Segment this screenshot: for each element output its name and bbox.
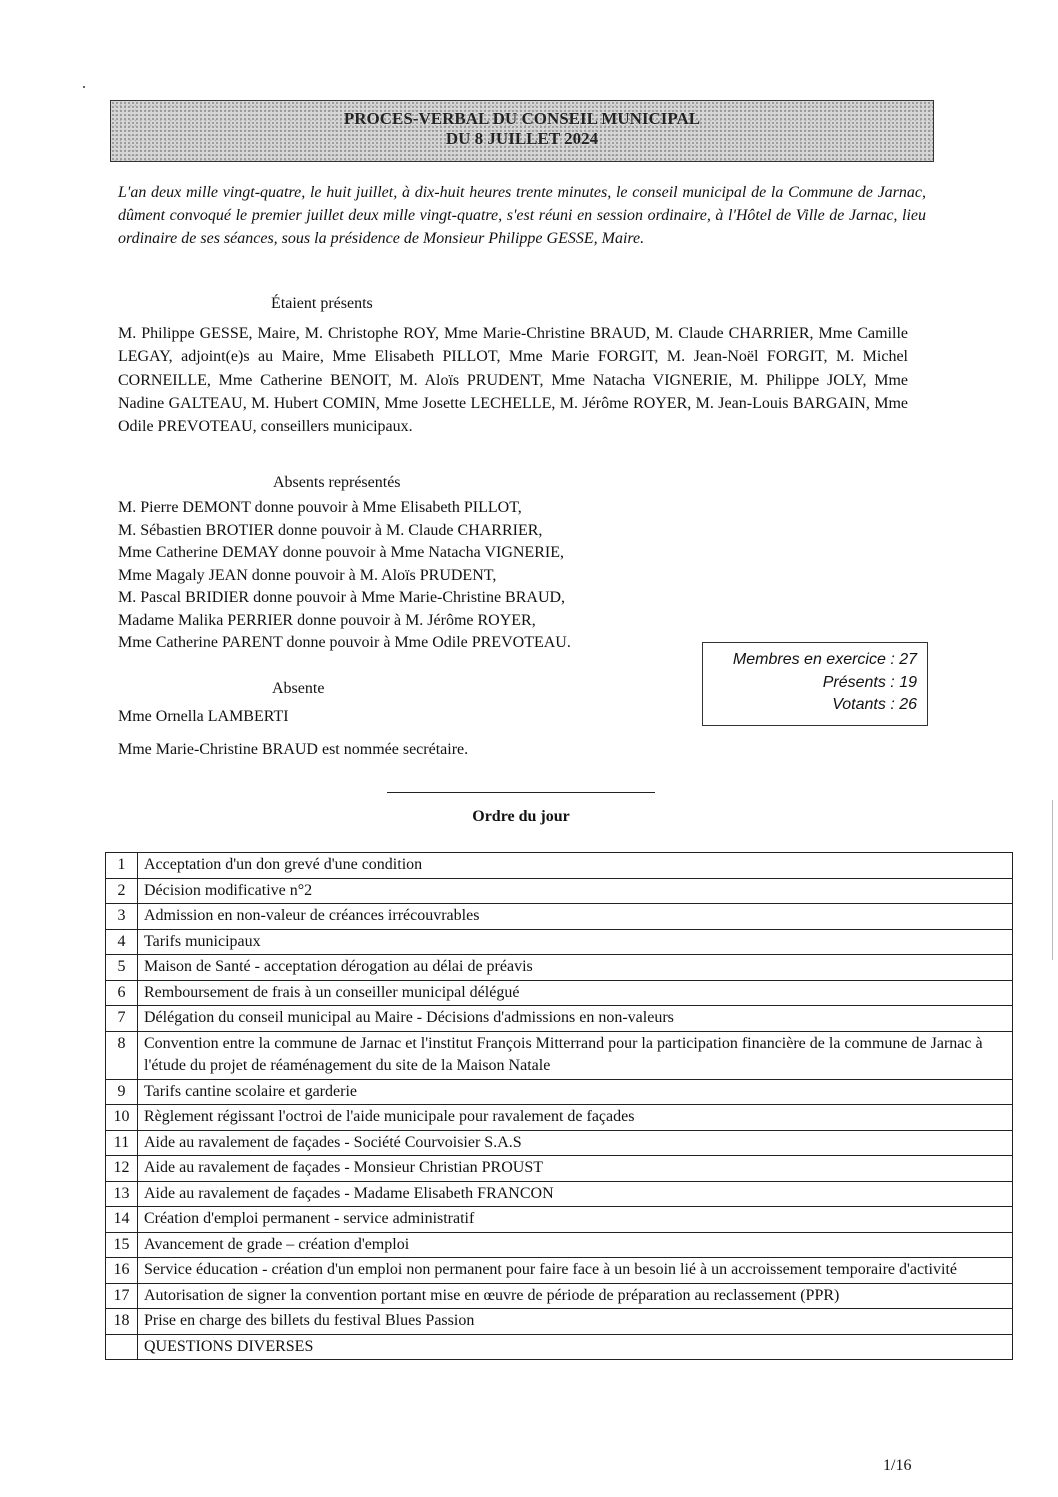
- agenda-item-text: Aide au ravalement de façades - Madame Elisabeth FRANCON: [138, 1181, 1013, 1207]
- agenda-item-text: Avancement de grade – création d'emploi: [138, 1232, 1013, 1258]
- agenda-item-number: 12: [106, 1156, 138, 1182]
- agenda-item-text: Maison de Santé - acceptation dérogation au délai de préavis: [138, 955, 1013, 981]
- proxy-line: Madame Malika PERRIER donne pouvoir à M. Jérôme ROYER,: [118, 611, 536, 629]
- agenda-item-text: Création d'emploi permanent - service administratif: [138, 1207, 1013, 1233]
- agenda-item-text: Tarifs municipaux: [138, 929, 1013, 955]
- agenda-item-number: 10: [106, 1105, 138, 1131]
- absent-name: Mme Ornella LAMBERTI: [118, 708, 289, 725]
- agenda-item-number: 8: [106, 1031, 138, 1079]
- agenda-item-text: Acceptation d'un don grevé d'une condition: [138, 853, 1013, 879]
- agenda-item-number: 7: [106, 1006, 138, 1032]
- agenda-item-number: 17: [106, 1283, 138, 1309]
- members-count-box: [702, 642, 928, 726]
- agenda-row: [106, 1105, 1013, 1131]
- proxy-line: M. Pierre DEMONT donne pouvoir à Mme Elisabeth PILLOT,: [118, 499, 522, 516]
- absent-heading: Absente: [272, 680, 325, 697]
- agenda-row: [106, 929, 1013, 955]
- represented-heading: Absents représentés: [273, 474, 401, 491]
- agenda-item-text: Convention entre la commune de Jarnac et l'institut François Mitterrand pour la participation financière de la commune de Jarnac à l'étude du projet de réaménagement du site de la Maison Natale: [138, 1031, 1013, 1079]
- agenda-item-number: 4: [106, 929, 138, 955]
- agenda-item-number: 14: [106, 1207, 138, 1233]
- agenda-row: [106, 1130, 1013, 1156]
- proxy-line: Mme Magaly JEAN donne pouvoir à M. Aloïs PRUDENT,: [118, 566, 497, 584]
- agenda-row: [106, 1207, 1013, 1233]
- agenda-row: [106, 1258, 1013, 1284]
- members-exercice: Membres en exercice : 27: [732, 651, 917, 668]
- separator-line: [387, 792, 655, 793]
- document-title: [110, 100, 934, 162]
- proxy-line: M. Pascal BRIDIER donne pouvoir à Mme Marie-Christine BRAUD,: [118, 589, 566, 606]
- agenda-row: [106, 1334, 1013, 1360]
- agenda-item-number: 15: [106, 1232, 138, 1258]
- page-number: 1/16: [883, 1457, 912, 1474]
- agenda-row: [106, 1031, 1013, 1079]
- proxy-line: Mme Catherine DEMAY donne pouvoir à Mme Natacha VIGNERIE,: [118, 544, 564, 561]
- agenda-row: [106, 1283, 1013, 1309]
- agenda-item-text: Délégation du conseil municipal au Maire - Décisions d'admissions en non-valeurs: [138, 1006, 1013, 1032]
- agenda-row: [106, 1006, 1013, 1032]
- agenda-row: [106, 1156, 1013, 1182]
- agenda-row: [106, 1232, 1013, 1258]
- agenda-item-text: Admission en non-valeur de créances irrécouvrables: [138, 904, 1013, 930]
- agenda-row: [106, 878, 1013, 904]
- presents-list: M. Philippe GESSE, Maire, M. Christophe ROY, Mme Marie-Christine BRAUD, M. Claude CHARRIER, Mme Camille LEGAY, adjoint(e)s au Maire, Mme Elisabeth PILLOT, Mme Marie FORGIT, M. Jean-Noël FORGIT, M. Michel CORNEILLE, Mme Catherine BENOIT, M. Aloïs PRUDENT, Mme Natacha VIGNERIE, M. Philippe JOLY, Mme Nadine GALTEAU, M. Hubert COMIN, Mme Josette LECHELLE, M. Jérôme ROYER, M. Jean-Louis BARGAIN, Mme Odile PREVOTEAU, conseillers municipaux.: [118, 325, 908, 436]
- agenda-item-number: 1: [106, 853, 138, 879]
- agenda-row: [106, 980, 1013, 1006]
- agenda-item-number: 11: [106, 1130, 138, 1156]
- agenda-item-text: Remboursement de frais à un conseiller municipal délégué: [138, 980, 1013, 1006]
- agenda-item-text: Service éducation - création d'un emploi non permanent pour faire face à un besoin lié à un accroissement temporaire d'activité: [138, 1258, 1013, 1284]
- secretary-line: Mme Marie-Christine BRAUD est nommée secrétaire.: [118, 741, 469, 758]
- members-presents: Présents : 19: [822, 673, 917, 691]
- proxy-line: M. Sébastien BROTIER donne pouvoir à M. Claude CHARRIER,: [118, 521, 543, 539]
- agenda-table: [105, 852, 1013, 1360]
- proxy-line: Mme Catherine PARENT donne pouvoir à Mme Odile PREVOTEAU.: [118, 634, 571, 651]
- agenda-item-text: Autorisation de signer la convention portant mise en œuvre de période de préparation au reclassement (PPR): [138, 1283, 1013, 1309]
- agenda-item-number: 5: [106, 955, 138, 981]
- intro-paragraph: L'an deux mille vingt-quatre, le huit juillet, à dix-huit heures trente minutes, le conseil municipal de la Commune de Jarnac, dûment convoqué le premier juillet deux mille vingt-quatre, s'est réuni en session ordinaire, à l'Hôtel de Ville de Jarnac, lieu ordinaire de ses séances, sous la présidence de Monsieur Philippe GESSE, Maire.: [118, 184, 926, 247]
- agenda-item-text: Prise en charge des billets du festival Blues Passion: [138, 1309, 1013, 1335]
- agenda-item-number: 18: [106, 1309, 138, 1335]
- agenda-row: [106, 904, 1013, 930]
- agenda-item-number: 3: [106, 904, 138, 930]
- agenda-item-number: [106, 1334, 138, 1360]
- agenda-item-text: QUESTIONS DIVERSES: [138, 1334, 1013, 1360]
- agenda-item-number: 13: [106, 1181, 138, 1207]
- agenda-title: Ordre du jour: [472, 808, 570, 825]
- agenda-item-number: 2: [106, 878, 138, 904]
- agenda-item-number: 16: [106, 1258, 138, 1284]
- agenda-row: [106, 1181, 1013, 1207]
- scan-speck: [1052, 800, 1053, 960]
- agenda-item-number: 6: [106, 980, 138, 1006]
- agenda-row: [106, 853, 1013, 879]
- agenda-item-text: Décision modificative n°2: [138, 878, 1013, 904]
- agenda-row: [106, 1309, 1013, 1335]
- agenda-row: [106, 955, 1013, 981]
- agenda-item-number: 9: [106, 1079, 138, 1105]
- members-votants: Votants : 26: [832, 696, 917, 713]
- scan-speck: [83, 86, 85, 88]
- title-line-1: PROCES-VERBAL DU CONSEIL MUNICIPAL: [343, 109, 701, 128]
- agenda-item-text: Aide au ravalement de façades - Monsieur Christian PROUST: [138, 1156, 1013, 1182]
- agenda-item-text: Règlement régissant l'octroi de l'aide municipale pour ravalement de façades: [138, 1105, 1013, 1131]
- title-line-2: DU 8 JUILLET 2024: [445, 129, 599, 148]
- agenda-row: [106, 1079, 1013, 1105]
- presents-heading: Étaient présents: [271, 295, 373, 312]
- represented-list: [118, 497, 571, 655]
- agenda-item-text: Tarifs cantine scolaire et garderie: [138, 1079, 1013, 1105]
- agenda-item-text: Aide au ravalement de façades - Société Courvoisier S.A.S: [138, 1130, 1013, 1156]
